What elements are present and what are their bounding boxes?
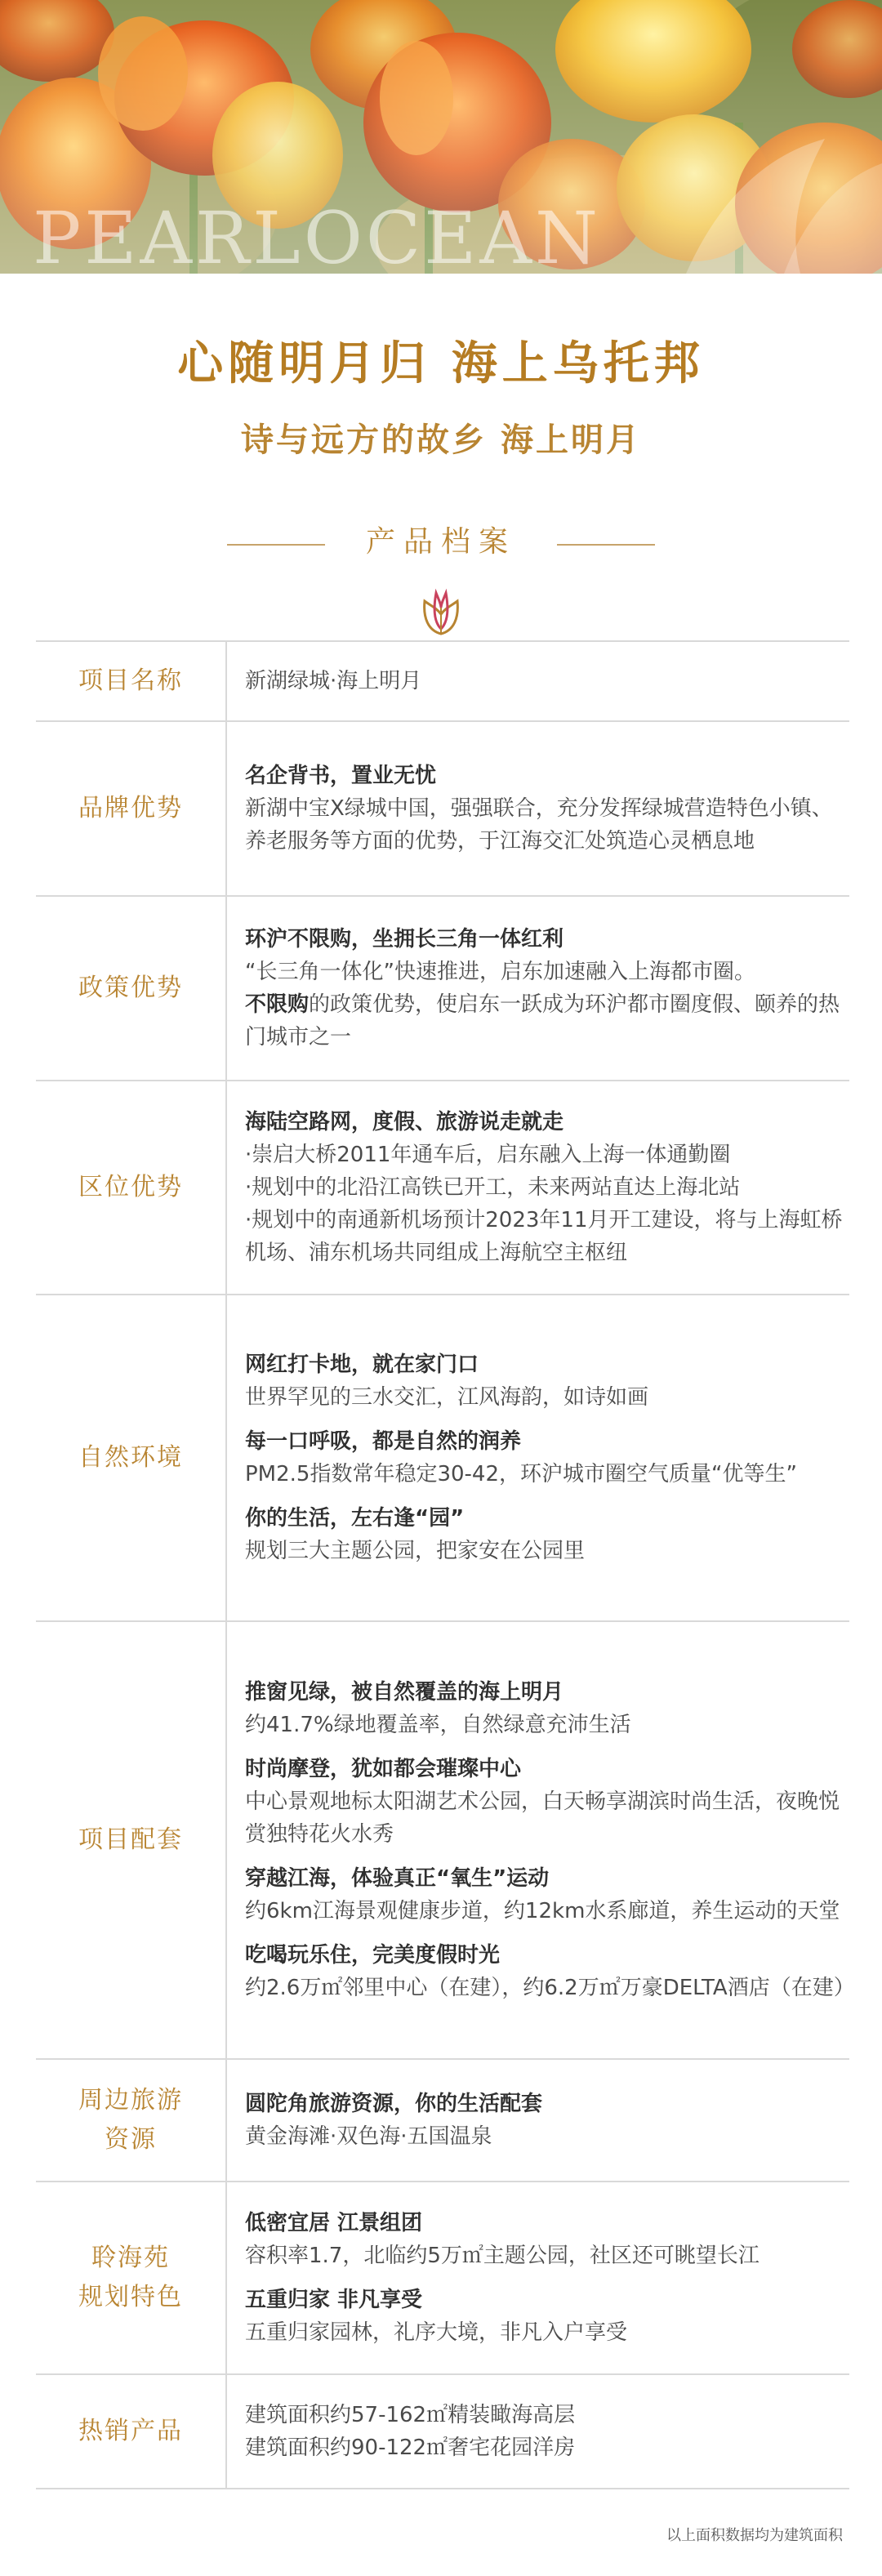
row-subtitle: 海陆空路网，度假、旅游说走就走 <box>245 1110 564 1134</box>
row-text: 建筑面积约90-122㎡奢宅花园洋房 <box>245 2436 576 2460</box>
title-divider-right <box>557 544 655 546</box>
row-label: 政策优势 <box>78 974 183 1002</box>
row-content <box>227 1329 849 1587</box>
row-text: 规划三大主题公园，把家安在公园里 <box>245 1539 586 1563</box>
tulip-logo-icon <box>416 583 466 640</box>
row-content <box>227 645 849 717</box>
row-text <box>245 988 844 1054</box>
row-text: 约2.6万㎡邻里中心（在建），约6.2万㎡万豪DELTA酒店（在建） <box>245 1976 855 2000</box>
hero-brand-watermark: PEARLOCEAN <box>33 196 601 274</box>
section-title-text: 产品档案 <box>365 525 516 559</box>
content-block <box>245 1862 844 1928</box>
row-text: 世界罕见的三水交汇，江风海韵，如诗如画 <box>245 1385 649 1410</box>
row-subtitle: 网红打卡地，就在家门口 <box>245 1353 479 1377</box>
highlight-text: 不限购 <box>245 992 310 1017</box>
row-label-line: 资源 <box>105 2125 157 2154</box>
footnote: 以上面积数据均为建筑面积 <box>666 2527 843 2544</box>
row-content <box>227 903 849 1073</box>
section-title <box>0 518 882 567</box>
hero-banner <box>0 0 882 274</box>
row-label: 热销产品 <box>78 2417 183 2445</box>
row-subtitle: 圆陀角旅游资源，你的生活配套 <box>245 2092 543 2116</box>
product-profile-table <box>36 640 855 2489</box>
table-row-natural-environment <box>36 1295 849 1622</box>
row-subtitle: 每一口呼吸，都是自然的润养 <box>245 1429 522 1454</box>
row-label: 项目配套 <box>78 1825 183 1854</box>
row-subtitle: 名企背书，置业无忧 <box>245 764 437 788</box>
row-content <box>227 1656 855 2024</box>
row-subtitle: 推窗见绿，被自然覆盖的海上明月 <box>245 1680 564 1705</box>
row-subtitle: 环沪不限购，坐拥长三角一体红利 <box>245 927 564 952</box>
row-text: 中心景观地标太阳湖艺术公园，白天畅享湖滨时尚生活，夜晚悦赏独特花火水秀 <box>245 1789 840 1847</box>
row-subtitle: 你的生活，左右逢“园” <box>245 1506 465 1531</box>
content-block <box>245 1939 855 2004</box>
list-item: ·规划中的北沿江高铁已开工，未来两站直达上海北站 <box>245 1175 741 1200</box>
table-row-policy-advantage <box>36 897 849 1081</box>
table-row-planning-features <box>36 2182 849 2375</box>
row-label <box>36 2081 225 2159</box>
content-block <box>245 1425 844 1491</box>
row-label: 品牌优势 <box>78 794 183 822</box>
content-block <box>245 2284 844 2349</box>
row-label-line: 规划特色 <box>78 2283 183 2311</box>
row-text: 容积率1.7，北临约5万㎡主题公园，社区还可眺望长江 <box>245 2244 760 2268</box>
table-row-brand-advantage <box>36 722 849 897</box>
headline: 心随明月归 海上乌托邦 <box>177 337 705 390</box>
row-label: 自然环境 <box>78 1443 183 1472</box>
row-text: 五重归家园林，礼序大境，非凡入户享受 <box>245 2320 628 2345</box>
row-content <box>227 1086 849 1289</box>
row-subtitle: 穿越江海，体验真正“氧生”运动 <box>245 1866 550 1891</box>
row-text: “长三角一体化”快速推进，启东加速融入上海都市圈。 <box>245 960 755 984</box>
list-item: ·规划中的南通新机场预计2023年11月开工建设，将与上海虹桥机场、浦东机场共同组成上海航空主枢纽 <box>245 1208 843 1265</box>
row-label <box>36 2239 225 2317</box>
row-content <box>227 740 849 877</box>
row-text: PM2.5指数常年稳定30-42，环沪城市圈空气质量“优等生” <box>245 1462 797 1486</box>
row-label-line: 聆海苑 <box>91 2244 170 2272</box>
title-divider-left <box>227 544 325 546</box>
table-row-project-facilities <box>36 1622 855 2060</box>
content-block <box>245 1676 844 1741</box>
row-subtitle: 五重归家 非凡享受 <box>245 2288 423 2312</box>
row-label: 项目名称 <box>78 666 183 695</box>
table-row-project-name <box>36 642 849 722</box>
row-content <box>227 2379 849 2484</box>
row-subtitle: 吃喝玩乐住，完美度假时光 <box>245 1943 501 1968</box>
row-text: 新湖中宝X绿城中国，强强联合，充分发挥绿城营造特色小镇、养老服务等方面的优势，于江海交汇处筑造心灵栖息地 <box>245 796 833 853</box>
content-block <box>245 1753 844 1851</box>
subheadline: 诗与远方的故乡 海上明月 <box>241 421 641 459</box>
row-text: 建筑面积约57-162㎡精装瞰海高层 <box>245 2403 576 2427</box>
content-block <box>245 2207 844 2272</box>
content-block <box>245 1348 844 1414</box>
row-text: 黄金海滩·双色海·五国温泉 <box>245 2124 492 2149</box>
row-content <box>227 2068 849 2173</box>
content-block <box>245 1502 844 1567</box>
table-row-tourism-resources <box>36 2060 849 2182</box>
row-text-rest: 的政策优势，使启东一跃成为环沪都市圈度假、颐养的热门城市之一 <box>245 992 840 1050</box>
row-label-line: 周边旅游 <box>78 2086 183 2115</box>
row-content <box>227 2187 849 2369</box>
row-text: 约41.7%绿地覆盖率，自然绿意充沛生活 <box>245 1713 631 1737</box>
table-row-hot-products <box>36 2375 849 2489</box>
row-label: 区位优势 <box>78 1173 183 1201</box>
project-name-text: 新湖绿城·海上明月 <box>245 669 422 693</box>
row-subtitle: 时尚摩登，犹如都会璀璨中心 <box>245 1757 522 1781</box>
row-subtitle: 低密宜居 江景组团 <box>245 2211 423 2235</box>
row-text: 约6km江海景观健康步道，约12km水系廊道，养生运动的天堂 <box>245 1899 840 1923</box>
list-item: ·崇启大桥2011年通车后，启东融入上海一体通勤圈 <box>245 1143 731 1167</box>
table-row-location-advantage <box>36 1081 849 1295</box>
